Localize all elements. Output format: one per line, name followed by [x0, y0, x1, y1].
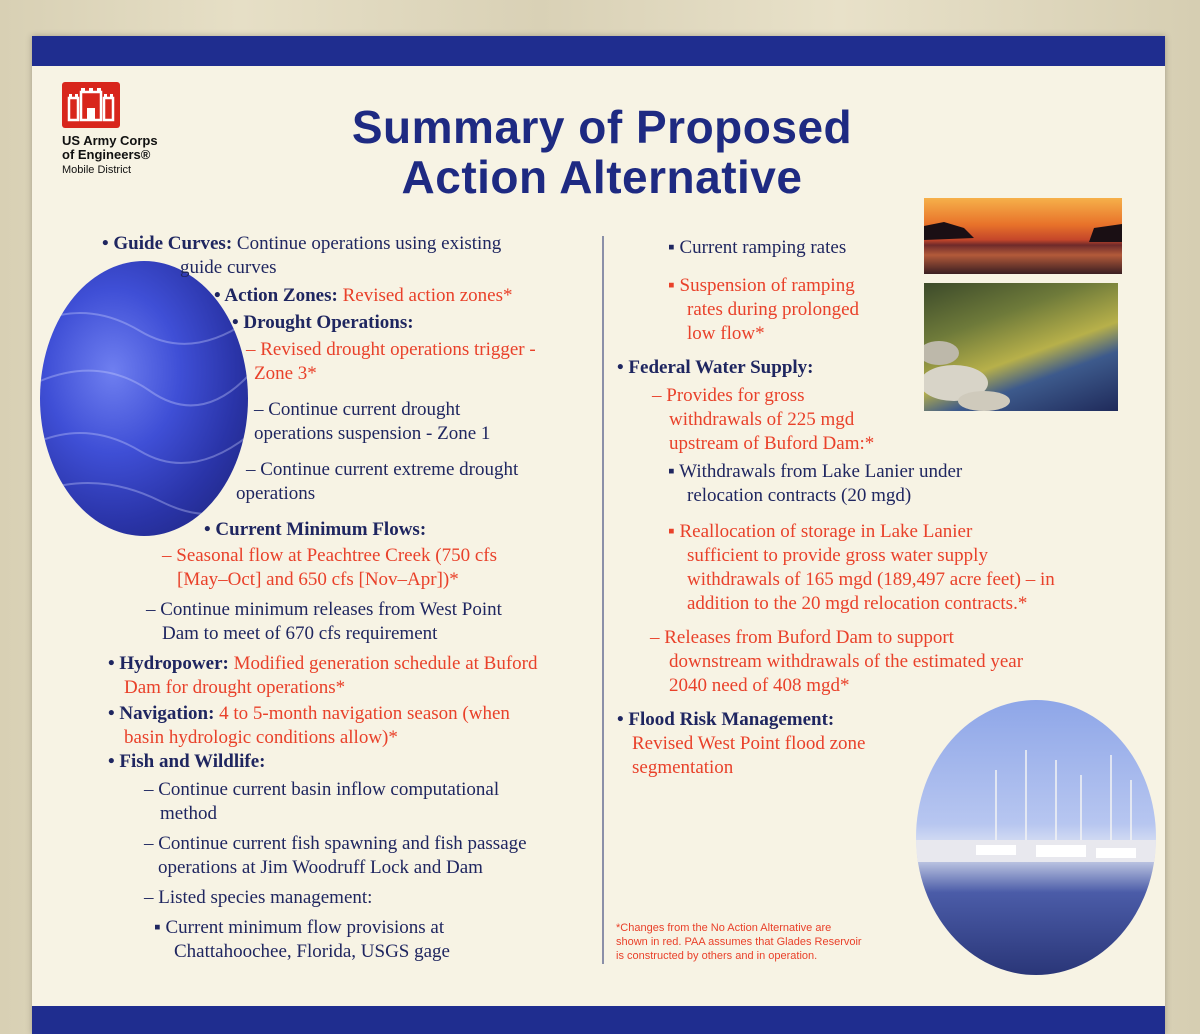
hydro-red-1: Modified generation schedule at Buford — [233, 653, 538, 674]
fish-label: Fish and Wildlife: — [119, 751, 266, 772]
releases-2: downstream withdrawals of the estimated year — [669, 651, 1024, 672]
stream-rocks-photo — [924, 283, 1118, 411]
min-flows-item — [204, 518, 426, 541]
withdraw-1 — [668, 460, 962, 483]
realloc-1-text: Reallocation of storage in Lake Lanier — [679, 521, 973, 542]
hydro-red-2: Dam for drought operations* — [124, 677, 346, 698]
realloc-3: withdrawals of 165 mgd (189,497 acre feet) – in — [687, 569, 1055, 590]
hydro-item — [108, 652, 538, 675]
guide-curves-text: Continue operations using existing — [236, 233, 502, 254]
nav-red-2: basin hydrologic conditions allow)* — [124, 727, 398, 748]
sunset-lake-photo — [924, 198, 1122, 274]
fish-2a: – Continue current fish spawning and fish passage — [144, 833, 527, 854]
min-flows-cont-1: – Continue minimum releases from West Point — [146, 599, 502, 620]
realloc-2: sufficient to provide gross water supply — [687, 545, 988, 566]
nav-label: Navigation: — [119, 703, 215, 724]
nav-item — [108, 702, 510, 725]
marina-boats-photo — [916, 700, 1156, 975]
drought-red-2: Zone 3* — [254, 363, 317, 384]
extreme-2: operations — [236, 483, 316, 504]
bottom-blue-band — [32, 1006, 1165, 1034]
drought-cont-2: operations suspension - Zone 1 — [254, 423, 491, 444]
action-zones-text: Revised action zones* — [342, 285, 513, 306]
fws-label: Federal Water Supply: — [628, 357, 814, 378]
fish-4a — [154, 916, 444, 939]
nav-red-1: 4 to 5-month navigation season (when — [219, 703, 510, 724]
releases-3: 2040 need of 408 mgd* — [669, 675, 850, 696]
realloc-4: addition to the 20 mgd relocation contracts.* — [687, 593, 1028, 614]
ramp-current — [668, 236, 846, 259]
fws-red-3: upstream of Buford Dam:* — [669, 433, 875, 454]
fish-1a: – Continue current basin inflow computational — [144, 779, 500, 800]
footnote — [616, 921, 916, 963]
fish-4b: Chattahoochee, Florida, USGS gage — [174, 941, 450, 962]
fish-4a-text: Current minimum flow provisions at — [165, 917, 445, 938]
ramp-current-text: Current ramping rates — [679, 237, 847, 258]
fish-1b: method — [160, 803, 217, 824]
hydro-label: Hydropower: — [119, 653, 229, 674]
footnote-line1: *Changes from the No Action Alternative are — [616, 922, 832, 934]
column-divider — [602, 236, 604, 964]
guide-curves-label: Guide Curves: — [113, 233, 233, 254]
min-flows-red-2: [May–Oct] and 650 cfs [Nov–Apr])* — [177, 569, 459, 590]
fish-2b: operations at Jim Woodruff Lock and Dam — [158, 857, 483, 878]
fish-3: – Listed species management: — [144, 887, 373, 908]
top-blue-band — [32, 36, 1165, 66]
fish-item — [108, 750, 265, 773]
releases-1: – Releases from Buford Dam to support — [650, 627, 954, 648]
poster-board — [32, 36, 1165, 1034]
guide-curves-text-2: guide curves — [180, 257, 277, 278]
flood-red-1: Revised West Point flood zone — [632, 733, 866, 754]
usace-logo — [62, 82, 182, 176]
ramp-susp-1-text: Suspension of ramping — [679, 275, 855, 296]
flood-item — [617, 708, 834, 731]
withdraw-2: relocation contracts (20 mgd) — [687, 485, 912, 506]
ramp-susp-1 — [668, 274, 855, 297]
extreme-1: – Continue current extreme drought — [246, 459, 519, 480]
min-flows-label: Current Minimum Flows: — [215, 519, 427, 540]
fws-item — [617, 356, 814, 379]
ramp-susp-2: rates during prolonged — [687, 299, 860, 320]
castle-icon — [62, 82, 120, 128]
title-line1: Summary of Proposed — [351, 101, 853, 153]
logo-text-line2: of Engineers® — [62, 147, 151, 162]
action-zones-item — [214, 284, 513, 307]
min-flows-red-1: – Seasonal flow at Peachtree Creek (750 cfs — [162, 545, 498, 566]
min-flows-cont-2: Dam to meet of 670 cfs requirement — [162, 623, 438, 644]
title-line2: Action Alternative — [401, 151, 803, 203]
ramp-susp-3: low flow* — [687, 323, 765, 344]
poster-title — [232, 102, 972, 202]
footnote-line3: is constructed by others and in operation. — [616, 950, 818, 962]
logo-district: Mobile District — [62, 164, 132, 176]
fws-red-2: withdrawals of 225 mgd — [669, 409, 855, 430]
fws-red-1: – Provides for gross — [652, 385, 805, 406]
drought-ops-item — [232, 311, 414, 334]
logo-text-line1: US Army Corps — [62, 133, 158, 148]
drought-ops-label: Drought Operations: — [243, 312, 414, 333]
realloc-1 — [668, 520, 972, 543]
drought-cont-1: – Continue current drought — [254, 399, 461, 420]
action-zones-label: Action Zones: — [224, 285, 338, 306]
flood-label: Flood Risk Management: — [628, 709, 835, 730]
flood-red-2: segmentation — [632, 757, 734, 778]
guide-curves-item — [102, 232, 501, 255]
footnote-line2: shown in red. PAA assumes that Glades Reservoir — [616, 936, 862, 948]
drought-red-1: – Revised drought operations trigger - — [246, 339, 536, 360]
withdraw-1-text: Withdrawals from Lake Lanier under — [679, 461, 963, 482]
